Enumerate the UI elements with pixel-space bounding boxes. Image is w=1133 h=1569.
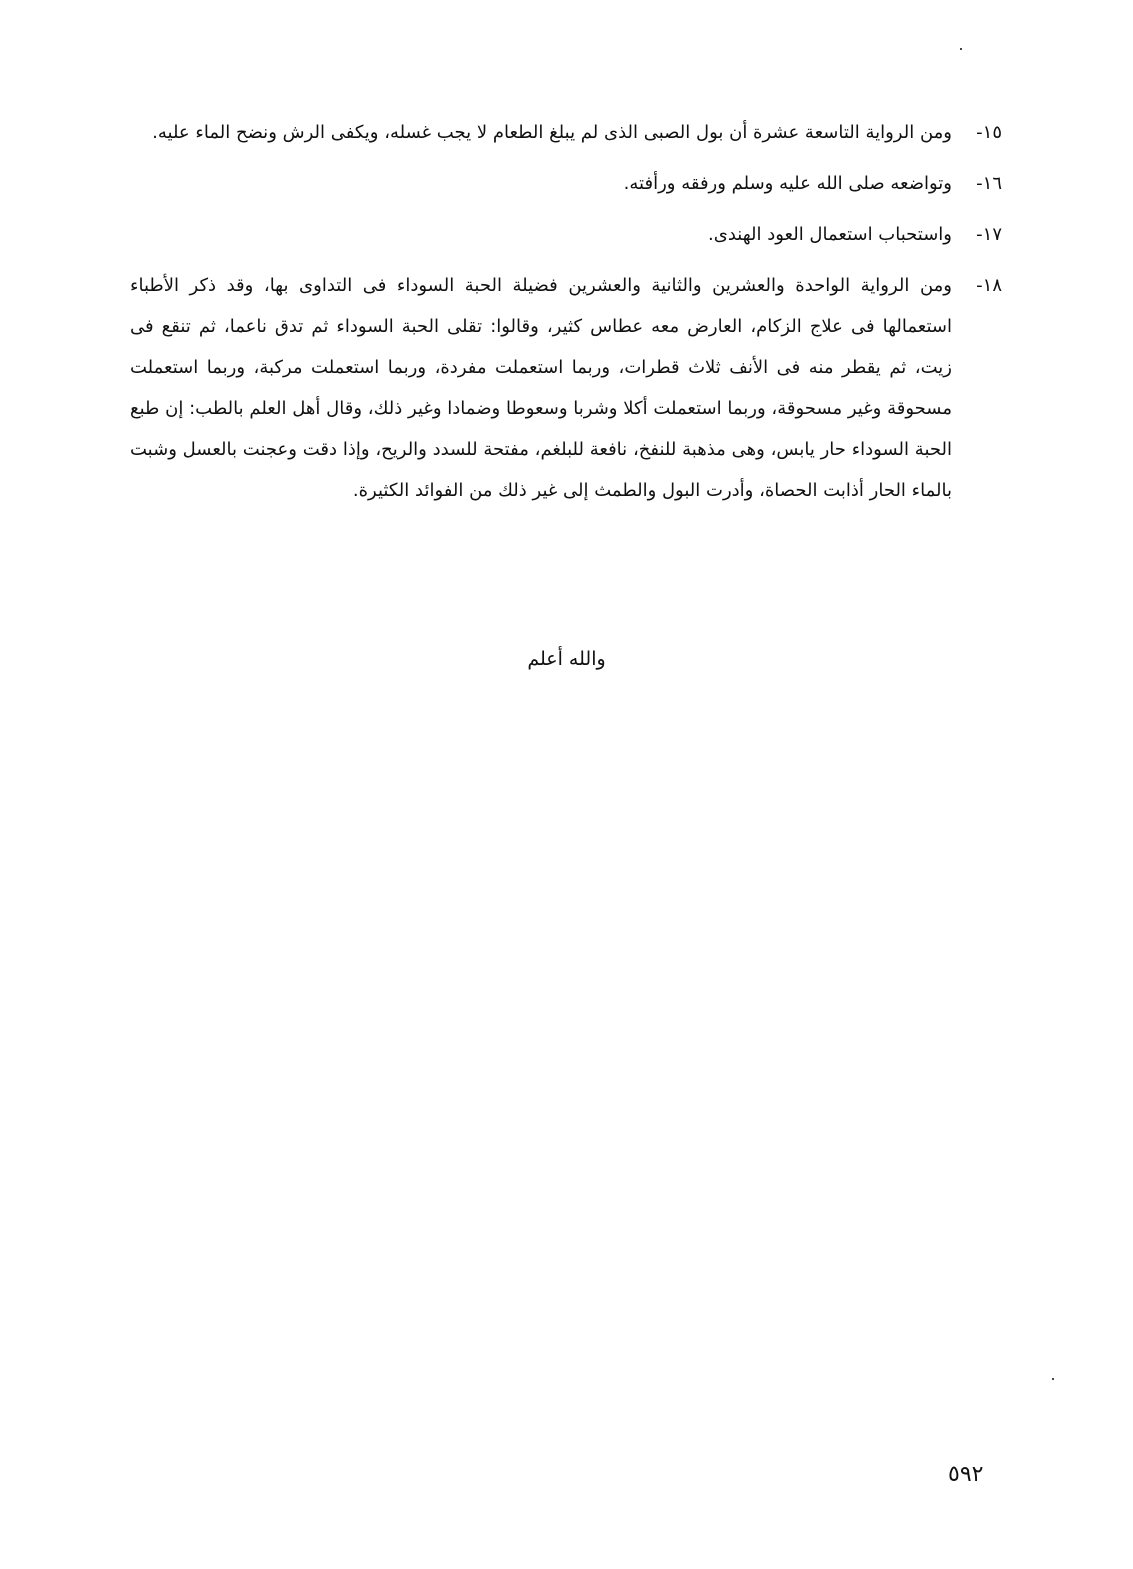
item-number: ١٥- — [976, 122, 1002, 143]
page-number: ٥٩٢ — [948, 1462, 984, 1487]
numbered-item — [130, 265, 1002, 511]
item-text: ومن الرواية التاسعة عشرة أن بول الصبى الذى لم يبلغ الطعام لا يجب غسله، ويكفى الرش ونضح الماء عليه. — [152, 122, 952, 143]
item-text: وتواضعه صلى الله عليه وسلم ورفقه ورأفته. — [623, 173, 952, 194]
item-text: ومن الرواية الواحدة والعشرين والثانية والعشرين فضيلة الحبة السوداء فى التداوى بها، وقد ذكر الأطباء استعمالها فى علاج الزكام، العارض معه عطاس كثير، وقالوا: تقلى الحبة السوداء ثم تدق ناعما، ثم تنقع فى زيت، ثم يقطر منه فى الأنف ثلاث قطرات، وربما استعملت مفردة، وربما استعملت مركبة، وربما استعملت مسحوقة وغير مسحوقة، وربما استعملت أكلا وشربا وسعوطا وضمادا وغير ذلك، وقال أهل العلم بالطب: إن طبع الحبة السوداء حار يابس، وهى مذهبة للنفخ، نافعة للبلغم، مفتحة للسدد والريح، وإذا دقت وعجنت بالعسل وشبت بالماء الحار أذابت الحصاة، وأدرت البول والطمث إلى غير ذلك من الفوائد الكثيرة. — [130, 275, 952, 501]
item-text: واستحباب استعمال العود الهندى. — [708, 224, 952, 245]
numbered-item — [130, 112, 1002, 153]
item-number: ١٧- — [976, 224, 1002, 245]
scan-speck — [1052, 1378, 1054, 1380]
numbered-item — [130, 163, 1002, 204]
scan-speck — [960, 48, 962, 50]
item-number: ١٨- — [976, 275, 1002, 296]
item-number: ١٦- — [976, 173, 1002, 194]
numbered-item — [130, 214, 1002, 255]
closing-phrase: والله أعلم — [527, 648, 606, 670]
body-text — [130, 112, 1002, 521]
